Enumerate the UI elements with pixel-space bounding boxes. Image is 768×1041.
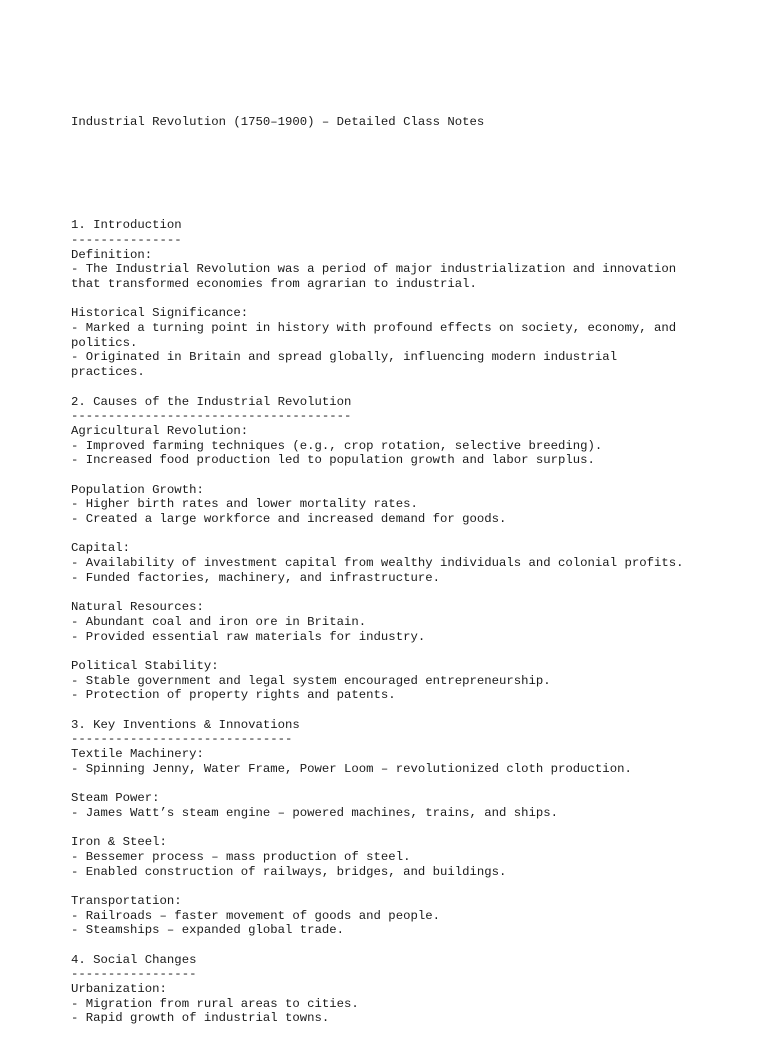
- spacer: [71, 879, 751, 894]
- group-label: Transportation:: [71, 893, 182, 908]
- note-group: [71, 982, 751, 1026]
- note-line: - Stable government and legal system encouraged entrepreneurship.: [71, 673, 551, 688]
- group-label: Agricultural Revolution:: [71, 423, 249, 438]
- section: [71, 718, 751, 953]
- spacer: [71, 160, 751, 175]
- note-group: [71, 424, 751, 468]
- group-label: Historical Significance:: [71, 306, 249, 321]
- note-line: - Increased food production led to population growth and labor surplus.: [71, 453, 595, 468]
- note-group: [71, 894, 751, 938]
- spacer: [71, 703, 751, 718]
- spacer: [71, 776, 751, 791]
- note-line: - Enabled construction of railways, bridges, and buildings.: [71, 864, 507, 879]
- group-label: Natural Resources:: [71, 600, 204, 615]
- spacer: [71, 938, 751, 953]
- note-group: [71, 248, 751, 292]
- spacer: [71, 380, 751, 395]
- note-line: - James Watt’s steam engine – powered machines, trains, and ships.: [71, 805, 559, 820]
- note-line: - Abundant coal and iron ore in Britain.: [71, 614, 367, 629]
- note-group: [71, 306, 751, 379]
- spacer: [71, 644, 751, 659]
- note-line: - Protection of property rights and patents.: [71, 688, 396, 703]
- spacer: [71, 527, 751, 542]
- note-group: [71, 600, 751, 644]
- section: [71, 218, 751, 394]
- note-line: politics.: [71, 335, 138, 350]
- note-line: - Spinning Jenny, Water Frame, Power Loom – revolutionized cloth production.: [71, 761, 632, 776]
- section-rule: --------------------------------------: [71, 409, 352, 424]
- section-heading: 4. Social Changes: [71, 952, 197, 967]
- group-label: Steam Power:: [71, 791, 160, 806]
- note-line: - Bessemer process – mass production of steel.: [71, 849, 411, 864]
- note-line: - Steamships – expanded global trade.: [71, 923, 345, 938]
- note-group: [71, 659, 751, 703]
- note-line: - The Industrial Revolution was a period of major industrialization and innovation: [71, 262, 677, 277]
- group-label: Urbanization:: [71, 982, 167, 997]
- document-body: [71, 218, 751, 1026]
- section-heading: 2. Causes of the Industrial Revolution: [71, 394, 352, 409]
- group-label: Iron & Steel:: [71, 835, 167, 850]
- section-rule: -----------------: [71, 967, 197, 982]
- note-group: [71, 747, 751, 776]
- document-title: Industrial Revolution (1750–1900) – Detailed Class Notes: [71, 115, 485, 130]
- section: [71, 395, 751, 718]
- section-heading: 1. Introduction: [71, 218, 182, 233]
- note-group: [71, 483, 751, 527]
- spacer: [71, 292, 751, 307]
- note-line: - Created a large workforce and increased demand for goods.: [71, 512, 507, 527]
- note-line: - Availability of investment capital from wealthy individuals and colonial profits.: [71, 556, 684, 571]
- spacer: [71, 468, 751, 483]
- note-line: - Marked a turning point in history with profound effects on society, economy, and: [71, 321, 677, 336]
- note-line: that transformed economies from agrarian to industrial.: [71, 277, 477, 292]
- note-line: - Originated in Britain and spread globally, influencing modern industrial: [71, 350, 618, 365]
- group-label: Textile Machinery:: [71, 747, 204, 762]
- spacer: [71, 585, 751, 600]
- note-group: [71, 791, 751, 820]
- group-label: Definition:: [71, 247, 153, 262]
- section-rule: ------------------------------: [71, 732, 293, 747]
- note-line: - Rapid growth of industrial towns.: [71, 1011, 330, 1026]
- note-group: [71, 835, 751, 879]
- note-line: - Railroads – faster movement of goods and people.: [71, 908, 440, 923]
- group-label: Capital:: [71, 541, 131, 556]
- note-line: - Funded factories, machinery, and infrastructure.: [71, 570, 440, 585]
- note-line: - Provided essential raw materials for industry.: [71, 629, 426, 644]
- document-page: [71, 86, 751, 1041]
- section-rule: ---------------: [71, 232, 182, 247]
- note-line: - Improved farming techniques (e.g., crop rotation, selective breeding).: [71, 438, 603, 453]
- note-line: practices.: [71, 365, 145, 380]
- group-label: Political Stability:: [71, 658, 219, 673]
- spacer: [71, 820, 751, 835]
- section-heading: 3. Key Inventions & Innovations: [71, 717, 300, 732]
- note-group: [71, 541, 751, 585]
- note-line: - Migration from rural areas to cities.: [71, 996, 359, 1011]
- note-line: - Higher birth rates and lower mortality rates.: [71, 497, 418, 512]
- section: [71, 953, 751, 1026]
- group-label: Population Growth:: [71, 482, 204, 497]
